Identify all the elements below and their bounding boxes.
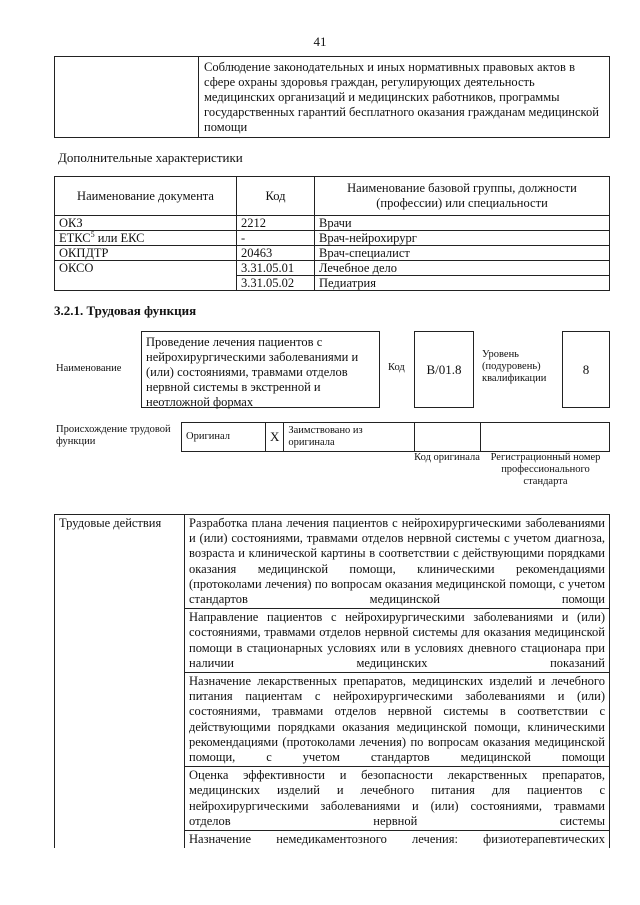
code-label: Код: [388, 362, 405, 373]
code-cell: 3.31.05.01: [237, 261, 315, 276]
doc-cell: ОКЗ: [55, 216, 237, 231]
header-group-name: Наименование базовой группы, должности (профессии) или специальности: [315, 177, 610, 216]
empty-cell: [55, 57, 199, 138]
origin-label: Происхождение трудовой функции: [56, 424, 171, 447]
characteristics-table: [54, 176, 610, 291]
original-mark: X: [266, 423, 284, 452]
function-name-box: Проведение лечения пациентов с нейрохирургическими заболеваниями и (или) состояниями, травмами отделов нервной системы в экстренной и неотложной формах: [141, 331, 380, 408]
code-cell: 2212: [237, 216, 315, 231]
table-row: [55, 216, 610, 231]
origin-table: [181, 422, 610, 452]
reg-number-cell: [481, 423, 610, 452]
qualification-level-label: Уровень (подуровень) квалификации: [482, 349, 547, 384]
reg-number-label: Регистрационный номер профессионального стандарта: [490, 452, 601, 487]
doc-cell: ОКПДТР: [55, 246, 237, 261]
table-row: [55, 231, 610, 246]
function-code-box: В/01.8: [414, 331, 474, 408]
borrowed-label: Заимствовано из оригинала: [284, 423, 415, 452]
original-label: Оригинал: [182, 423, 266, 452]
labor-actions-label: Трудовые действия: [55, 515, 185, 849]
name-cell: Педиатрия: [315, 276, 610, 291]
table-row: [55, 246, 610, 261]
name-label: Наименование: [56, 363, 122, 374]
additional-characteristics-title: Дополнительные характеристики: [58, 150, 243, 165]
header-document: Наименование документа: [55, 177, 237, 216]
doc-cell: ЕТКС$^5$ или ЕКС: [55, 231, 237, 246]
qualification-level-box: 8: [562, 331, 610, 408]
code-cell: 3.31.05.02: [237, 276, 315, 291]
name-cell: Врач-специалист: [315, 246, 610, 261]
continuation-text: Соблюдение законодательных и иных нормативных правовых актов в сфере охраны здоровья граждан, регулирующих деятельность медицинских организаций и медицинских работников, программы государственных гарантий бесплатного оказания гражданам медицинской помощи: [199, 57, 610, 138]
action-item: Назначение лекарственных препаратов, медицинских изделий и лечебного питания пациентам с нейрохирургическими заболеваниями и (или) состояниями, травмами отделов нервной системы в соответствии с действующими порядками оказания медицинской помощи, клиническими рекомендациями (протоколами лечения) по вопросам оказания медицинской помощи, с учетом стандартов медицинской помощи: [185, 673, 610, 767]
name-cell: Лечебное дело: [315, 261, 610, 276]
action-item: Направление пациентов с нейрохирургическими заболеваниями и (или) состояниями, травмами отделов нервной системы для оказания медицинской помощи в стационарных условиях или в условиях дневного стационара при наличии медицинских показаний: [185, 609, 610, 673]
code-original-cell: [415, 423, 481, 452]
code-cell: -: [237, 231, 315, 246]
action-item: Назначение немедикаментозного лечения: физиотерапевтических: [185, 831, 610, 849]
continuation-table: [54, 56, 610, 138]
labor-function-title: 3.2.1. Трудовая функция: [54, 303, 197, 318]
name-cell: Врачи: [315, 216, 610, 231]
action-item: Оценка эффективности и безопасности лекарственных препаратов, медицинских изделий и лечебного питания для пациентов с нейрохирургическими заболеваниями и (или) состояниями, травмами отделов нервной системы: [185, 767, 610, 831]
header-code: Код: [237, 177, 315, 216]
action-item: Разработка плана лечения пациентов с нейрохирургическими заболеваниями и (или) состояниями, травмами отделов нервной системы с учетом диагноза, возраста и клинической картины в соответствии с действующими порядками оказания медицинской помощи, клиническими рекомендациями (протоколами лечения) по вопросам оказания медицинской помощи, с учетом стандартов медицинской помощи: [185, 515, 610, 609]
doc-cell: ОКСО: [55, 261, 237, 291]
code-original-label: Код оригинала: [414, 452, 480, 463]
page-number: 41: [313, 34, 327, 49]
footnote-mark: 5: [90, 229, 95, 239]
labor-actions-table: [54, 514, 610, 848]
name-cell: Врач-нейрохирург: [315, 231, 610, 246]
code-cell: 20463: [237, 246, 315, 261]
table-row: [55, 261, 610, 276]
